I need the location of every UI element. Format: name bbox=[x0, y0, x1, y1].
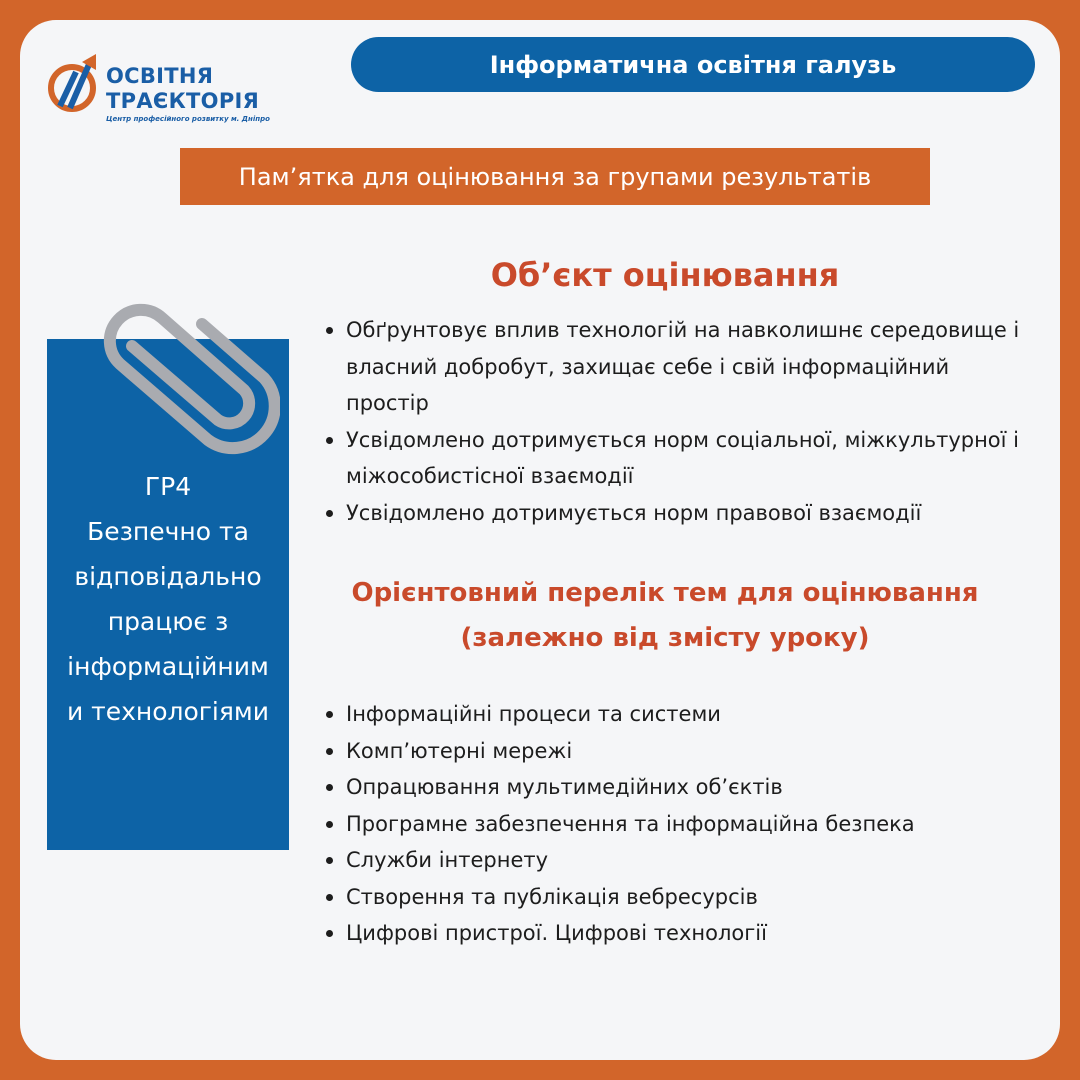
group-text: ГР4 Безпечно та відповідально працює з інформаційним и технологіями bbox=[66, 472, 270, 726]
logo bbox=[46, 50, 276, 150]
topics-title: Орієнтовний перелік тем для оцінювання (залежно від змісту уроку) bbox=[351, 578, 979, 653]
list-item: Комп’ютерні мережі bbox=[320, 733, 1020, 770]
list-item: Усвідомлено дотримується норм правової взаємодії bbox=[320, 495, 1020, 532]
object-list bbox=[320, 312, 1020, 531]
object-title: Об’єкт оцінювання bbox=[490, 256, 840, 294]
logo-line-2: ТРАЄКТОРІЯ bbox=[106, 89, 260, 113]
header-title: Інформатична освітня галузь bbox=[351, 37, 1035, 92]
paperclip-icon bbox=[80, 290, 280, 480]
topics-list bbox=[320, 696, 1020, 952]
list-item: Усвідомлено дотримується норм соціальної, міжкультурної і міжособистісної взаємодії bbox=[320, 422, 1020, 495]
memo-banner: Пам’ятка для оцінювання за групами результатів bbox=[180, 148, 930, 205]
list-item: Створення та публікація вебресурсів bbox=[320, 879, 1020, 916]
logo-line-1: ОСВІТНЯ bbox=[106, 64, 214, 88]
list-item: Опрацювання мультимедійних об’єктів bbox=[320, 769, 1020, 806]
logo-arrow-icon bbox=[46, 50, 108, 120]
page-card bbox=[20, 20, 1060, 1060]
logo-subtitle: Центр професійного розвитку м. Дніпро bbox=[106, 115, 270, 123]
list-item: Служби інтернету bbox=[320, 842, 1020, 879]
list-item: Інформаційні процеси та системи bbox=[320, 696, 1020, 733]
list-item: Обґрунтовує вплив технологій на навколишнє середовище і власний добробут, захищає себе і свій інформаційний простір bbox=[320, 312, 1020, 422]
list-item: Програмне забезпечення та інформаційна безпека bbox=[320, 806, 1020, 843]
list-item: Цифрові пристрої. Цифрові технології bbox=[320, 915, 1020, 952]
